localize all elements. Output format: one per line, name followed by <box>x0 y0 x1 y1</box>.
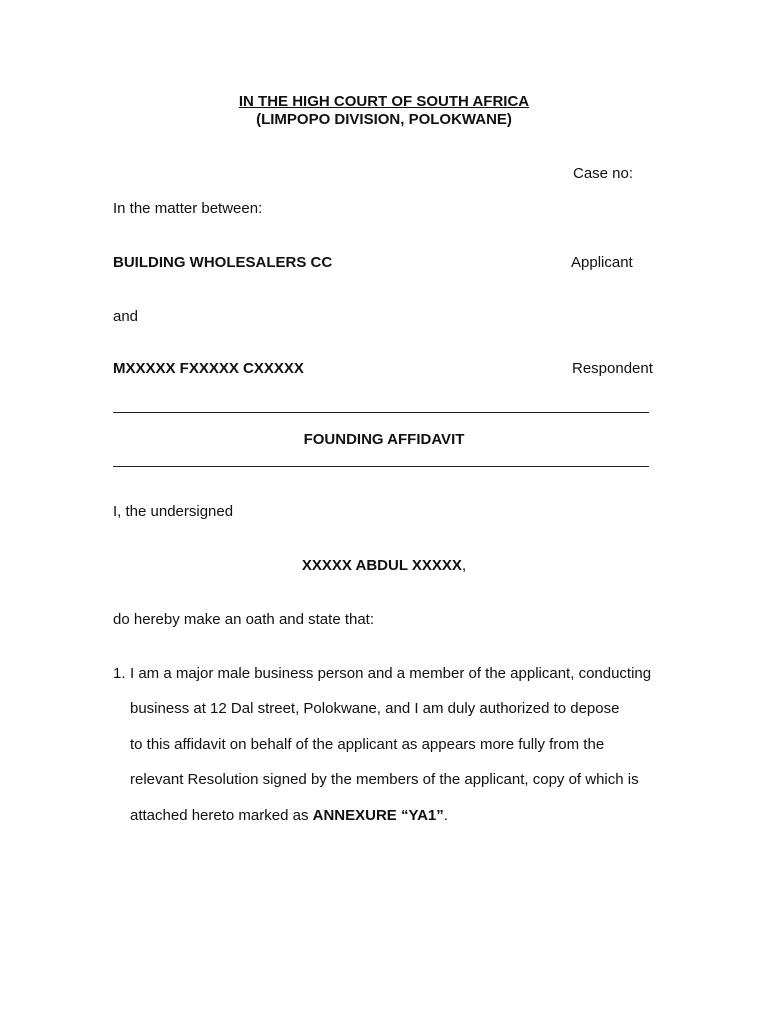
document-heading: FOUNDING AFFIDAVIT <box>303 431 465 448</box>
deponent-line <box>0 557 768 575</box>
respondent-role: Respondent <box>572 360 653 377</box>
bottom-divider-line <box>113 466 649 467</box>
paragraph-line: I am a major male business person and a member of the applicant, conducting <box>130 665 652 682</box>
court-title: IN THE HIGH COURT OF SOUTH AFRICA <box>238 93 530 110</box>
paragraph-line: business at 12 Dal street, Polokwane, and I am duly authorized to depose <box>130 700 620 717</box>
annexure-reference: ANNEXURE “YA1” <box>312 807 444 824</box>
oath-statement: do hereby make an oath and state that: <box>113 611 375 628</box>
and-text: and <box>113 308 139 325</box>
top-divider-line <box>113 412 649 413</box>
paragraph-last-line <box>130 807 448 825</box>
deponent-suffix: , <box>461 557 467 574</box>
last-line-suffix: . <box>443 807 448 824</box>
deponent-name: XXXXX ABDUL XXXXX <box>301 557 462 574</box>
matter-between-text: In the matter between: <box>113 200 263 217</box>
paragraph-number: 1. <box>113 665 126 682</box>
paragraph-line: relevant Resolution signed by the members of the applicant, copy of which is <box>130 771 639 788</box>
last-line-prefix: attached hereto marked as <box>130 807 313 824</box>
applicant-role: Applicant <box>571 254 633 271</box>
undersigned-text: I, the undersigned <box>113 503 234 520</box>
case-no-label: Case no: <box>573 165 634 182</box>
court-division: (LIMPOPO DIVISION, POLOKWANE) <box>256 111 512 128</box>
applicant-name: BUILDING WHOLESALERS CC <box>113 254 333 271</box>
respondent-name: MXXXXX FXXXXX CXXXXX <box>113 360 304 377</box>
paragraph-line: to this affidavit on behalf of the applicant as appears more fully from the <box>130 736 605 753</box>
